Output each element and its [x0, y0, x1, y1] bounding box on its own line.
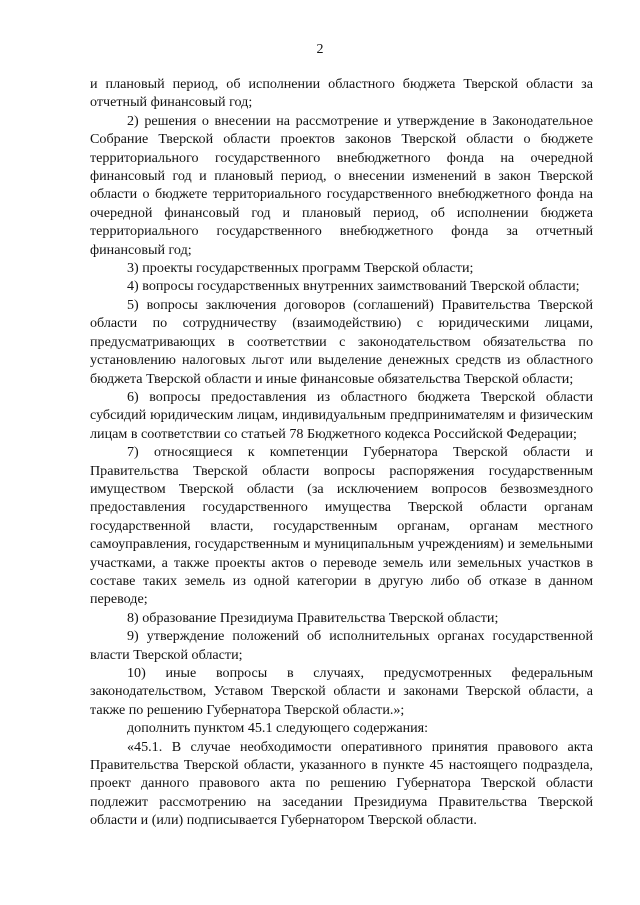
page-number: 2 [316, 42, 324, 57]
paragraph-item-9: 9) утверждение положений об исполнительных органах государственной власти Тверской области; [90, 628, 593, 663]
document-body [90, 75, 593, 830]
paragraph-item-6: 6) вопросы предоставления из областного бюджета Тверской области субсидий юридическим лицам, индивидуальным предпринимателям и физическим лицам в соответствии со статьей 78 Бюджетного кодекса Российской Федерации; [90, 388, 593, 442]
paragraph-item-4: 4) вопросы государственных внутренних заимствований Тверской области; [127, 278, 580, 295]
paragraph-item-7: 7) относящиеся к компетенции Губернатора Тверской области и Правительства Тверской области вопросы распоряжения государственным имуществом Тверской области (за исключением вопросов безвозмездного предоставления государственного имущества Тверской области органам государственной власти, государственным органам, органам местного самоуправления, государственным и муниципальным учреждениям) и земельными участками, а также проекты актов о переводе земель или земельных участков в составе таких земель из одной категории в другую либо об отказе в данном переводе; [90, 444, 593, 608]
paragraph-item-8: 8) образование Президиума Правительства Тверской области; [127, 609, 499, 626]
paragraph-point-45-1: «45.1. В случае необходимости оперативного принятия правового акта Правительства Тверской области, указанного в пункте 45 настоящего подраздела, проект данного правового акта по решению Губернатора Тверской области подлежит рассмотрению на заседании Президиума Правительства Тверской области и (или) подписывается Губернатором Тверской области. [90, 738, 593, 829]
paragraph-amendment-intro: дополнить пунктом 45.1 следующего содержания: [127, 720, 429, 737]
paragraph-continuation: и плановый период, об исполнении областного бюджета Тверской области за отчетный финансовый год; [90, 76, 593, 111]
paragraph-item-2: 2) решения о внесении на рассмотрение и утверждение в Законодательное Собрание Тверской области проектов законов Тверской области о бюджете территориального государственного внебюджетного фонда на очередной финансовый год и плановый период, о внесении изменений в закон Тверской области о бюджете территориального государственного внебюджетного фонда на очередной финансовый год и плановый период, об исполнении бюджета территориального государственного внебюджетного фонда за отчетный финансовый год; [90, 112, 593, 258]
paragraph-item-10: 10) иные вопросы в случаях, предусмотренных федеральным законодательством, Уставом Тверской области и законами Тверской области, а также по решению Губернатора Тверской области.»; [90, 665, 593, 718]
paragraph-item-5: 5) вопросы заключения договоров (соглашений) Правительства Тверской области по сотрудничеству (взаимодействию) с юридическими лицами, предусматривающих в соответствии с законодательством обязательства по установлению налоговых льгот или выделение денежных средств из областного бюджета Тверской области и иные финансовые обязательства Тверской области; [90, 296, 593, 387]
paragraph-item-3: 3) проекты государственных программ Тверской области; [127, 260, 474, 277]
